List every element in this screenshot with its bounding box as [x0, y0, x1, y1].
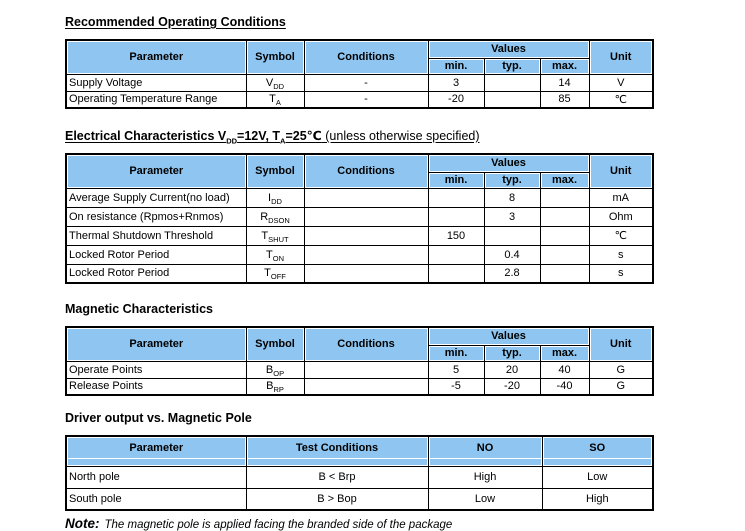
col-header-parameter: Parameter: [66, 327, 246, 361]
col-header-min: min.: [428, 345, 484, 361]
section-recommended-operating-conditions: [65, 14, 717, 109]
col-header-parameter: Parameter: [66, 40, 246, 74]
cell-parameter: North pole: [66, 466, 246, 488]
section-title-recommended: [65, 14, 717, 31]
cell-min: [428, 188, 484, 207]
cell-max: [540, 226, 589, 245]
cell-unit: Ohm: [589, 207, 653, 226]
footnote: [65, 516, 717, 531]
cell-symbol: $I_{DD}$: [246, 188, 304, 207]
cell-typ: [484, 226, 540, 245]
cell-unit: ℃: [589, 226, 653, 245]
cell-conditions: [304, 188, 428, 207]
section-electrical-characteristics: [65, 128, 717, 284]
cell-parameter: Operate Points: [66, 361, 246, 378]
col-header-no: NO: [428, 436, 542, 466]
col-header-symbol: Symbol: [246, 154, 304, 188]
cell-max: [540, 245, 589, 264]
cell-parameter: Thermal Shutdown Threshold: [66, 226, 246, 245]
cell-so: Low: [542, 466, 653, 488]
cell-test-conditions: B < Brp: [246, 466, 428, 488]
cell-max: [540, 207, 589, 226]
footnote-label: Note:: [65, 516, 100, 531]
cell-max: 40: [540, 361, 589, 378]
cell-symbol: $T_{ON}$: [246, 245, 304, 264]
electrical-characteristics-table: [65, 153, 654, 284]
col-header-max: max.: [540, 58, 589, 74]
col-header-parameter: Parameter: [66, 154, 246, 188]
cell-typ: 3: [484, 207, 540, 226]
col-header-max: max.: [540, 345, 589, 361]
cell-unit: ℃: [589, 91, 653, 108]
col-header-symbol: Symbol: [246, 327, 304, 361]
section-title-electrical: Electrical Characteristics $V_{DD}=12V$, $T_A=25℃$ (unless otherwise specified): [65, 129, 480, 146]
section-title-text: Recommended Operating Conditions: [65, 15, 286, 29]
cell-min: [428, 207, 484, 226]
cell-symbol: $B_{OP}$: [246, 361, 304, 378]
cell-min: [428, 245, 484, 264]
cell-typ: -20: [484, 378, 540, 395]
table-row: [66, 188, 653, 207]
col-header-conditions: Conditions: [304, 154, 428, 188]
col-header-max: max.: [540, 172, 589, 188]
cell-max: 14: [540, 74, 589, 91]
col-header-conditions: Conditions: [304, 40, 428, 74]
footnote-text: The magnetic pole is applied facing the branded side of the package: [104, 519, 453, 531]
col-header-values: Values: [428, 154, 589, 172]
cell-conditions: [304, 378, 428, 395]
cell-unit: s: [589, 264, 653, 283]
cell-max: -40: [540, 378, 589, 395]
cell-symbol: $V_{DD}$: [246, 74, 304, 91]
cell-parameter: Operating Temperature Range: [66, 91, 246, 108]
cell-min: -20: [428, 91, 484, 108]
cell-unit: mA: [589, 188, 653, 207]
cell-parameter: On resistance (Rpmos+Rnmos): [66, 207, 246, 226]
col-header-unit: Unit: [589, 40, 653, 74]
magnetic-characteristics-table: [65, 326, 654, 396]
cell-min: 3: [428, 74, 484, 91]
cell-parameter: Locked Rotor Period: [66, 264, 246, 283]
cell-typ: 0.4: [484, 245, 540, 264]
col-header-min: min.: [428, 172, 484, 188]
cell-typ: 8: [484, 188, 540, 207]
col-header-test-conditions: Test Conditions: [246, 436, 428, 466]
cell-min: 150: [428, 226, 484, 245]
cell-unit: G: [589, 378, 653, 395]
section-title-driver-output: Driver output vs. Magnetic Pole: [65, 411, 252, 425]
cell-parameter: Average Supply Current(no load): [66, 188, 246, 207]
cell-conditions: [304, 264, 428, 283]
cell-conditions: -: [304, 74, 428, 91]
cell-symbol: $B_{RP}$: [246, 378, 304, 395]
cell-unit: s: [589, 245, 653, 264]
col-header-conditions: Conditions: [304, 327, 428, 361]
driver-output-table: [65, 435, 654, 511]
cell-test-conditions: B > Bop: [246, 488, 428, 510]
cell-max: 85: [540, 91, 589, 108]
cell-typ: 20: [484, 361, 540, 378]
cell-symbol: $T_{SHUT}$: [246, 226, 304, 245]
table-row: [66, 466, 653, 488]
table-row: [66, 226, 653, 245]
col-header-unit: Unit: [589, 154, 653, 188]
cell-no: High: [428, 466, 542, 488]
cell-parameter: South pole: [66, 488, 246, 510]
section-title-magnetic: Magnetic Characteristics: [65, 302, 213, 316]
cell-so: High: [542, 488, 653, 510]
table-row: [66, 74, 653, 91]
col-header-parameter: Parameter: [66, 436, 246, 466]
cell-conditions: -: [304, 91, 428, 108]
col-header-typ: typ.: [484, 58, 540, 74]
cell-typ: 2.8: [484, 264, 540, 283]
table-row: [66, 361, 653, 378]
table-row: [66, 488, 653, 510]
cell-parameter: Supply Voltage: [66, 74, 246, 91]
cell-conditions: [304, 361, 428, 378]
section-magnetic-characteristics: [65, 301, 717, 396]
col-header-unit: Unit: [589, 327, 653, 361]
cell-conditions: [304, 245, 428, 264]
table-row: [66, 91, 653, 108]
cell-min: [428, 264, 484, 283]
table-row: [66, 207, 653, 226]
recommended-operating-conditions-table: [65, 39, 654, 109]
cell-parameter: Release Points: [66, 378, 246, 395]
cell-typ: [484, 74, 540, 91]
col-header-symbol: Symbol: [246, 40, 304, 74]
cell-parameter: Locked Rotor Period: [66, 245, 246, 264]
table-row: [66, 378, 653, 395]
col-header-values: Values: [428, 40, 589, 58]
cell-conditions: [304, 207, 428, 226]
cell-max: [540, 188, 589, 207]
cell-conditions: [304, 226, 428, 245]
col-header-typ: typ.: [484, 172, 540, 188]
cell-symbol: $T_{OFF}$: [246, 264, 304, 283]
table-row: [66, 245, 653, 264]
cell-symbol: $R_{DSON}$: [246, 207, 304, 226]
cell-max: [540, 264, 589, 283]
cell-unit: G: [589, 361, 653, 378]
cell-unit: V: [589, 74, 653, 91]
col-header-typ: typ.: [484, 345, 540, 361]
cell-min: 5: [428, 361, 484, 378]
col-header-so: SO: [542, 436, 653, 466]
table-row: [66, 264, 653, 283]
section-driver-output: [65, 410, 717, 511]
col-header-values: Values: [428, 327, 589, 345]
col-header-min: min.: [428, 58, 484, 74]
cell-typ: [484, 91, 540, 108]
cell-no: Low: [428, 488, 542, 510]
cell-symbol: $T_A$: [246, 91, 304, 108]
cell-min: -5: [428, 378, 484, 395]
